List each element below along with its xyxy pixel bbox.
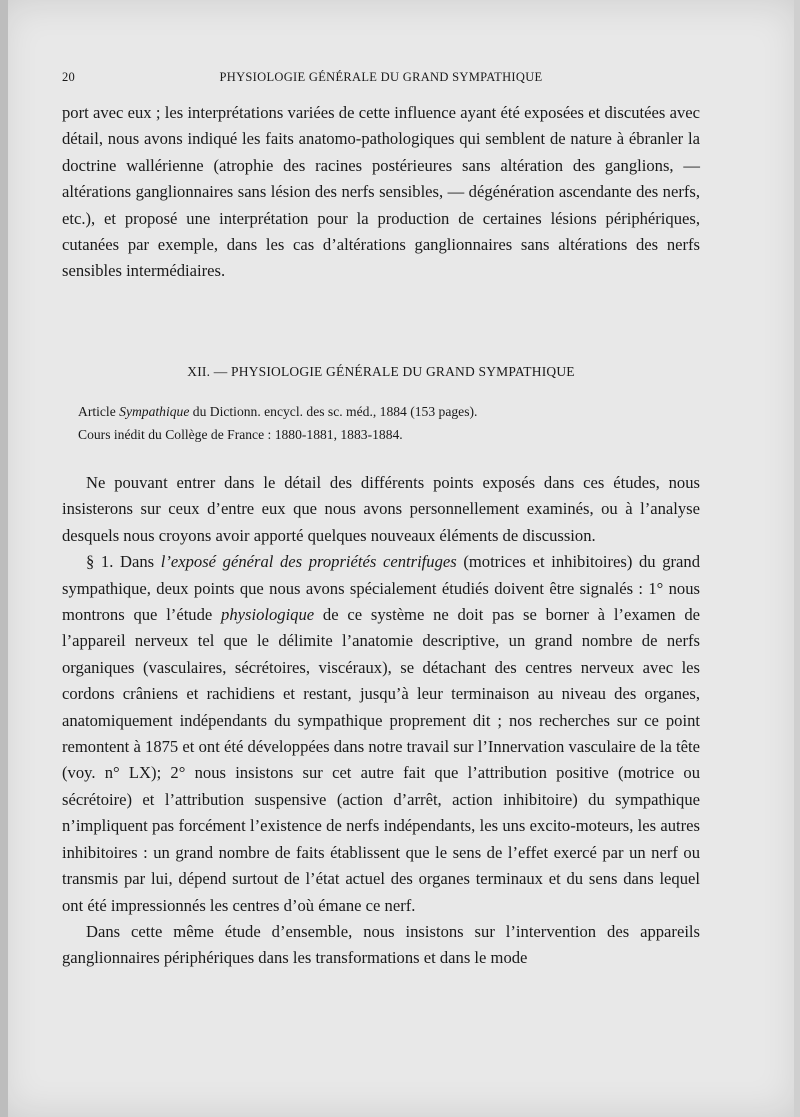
paragraph-continuation: port avec eux ; les interprétations variées de cette influence ayant été exposées et discutées avec détail, nous avons indiqué les faits anatomo-pathologiques qui semblent de nature à ébranler la doctrine wallérienne (atrophie des racines postérieures sans altération des ganglions, — altérations ganglionnaires sans lésion des nerfs sensibles, — dégénération ascendante des nerfs, etc.), et proposé une interprétation pour la production de certaines lésions périphériques, cutanées par exemple, dans les cas d’altérations ganglionnaires sans altérations des nerfs sensibles intermédiaires. [62, 103, 700, 281]
body-paragraph-3: Dans cette même étude d’ensemble, nous insistons sur l’intervention des appareils ganglionnaires périphériques dans les transformations et dans le mode [62, 921, 700, 968]
section-title: XII. — PHYSIOLOGIE GÉNÉRALE DU GRAND SYMPATHIQUE [187, 364, 575, 379]
reference-article [78, 400, 700, 423]
body-paragraph-1: Ne pouvant entrer dans le détail des différents points exposés dans ces études, nous insisterons sur ceux d’entre eux que nous avons personnellement examinés, ou à l’analyse desquels nous croyons avoir apporté quelques nouveaux éléments de discussion. [62, 473, 700, 545]
p2-italic-1: l’exposé général des propriétés centrifuges [160, 552, 457, 572]
ref-rest: du Dictionn. encycl. des sc. méd., 1884 (153 pages). [189, 404, 478, 419]
running-header [62, 70, 700, 90]
continued-paragraph [62, 100, 700, 285]
p2-part-c: de ce système ne doit pas se borner à l’examen de l’appareil nerveux tel que le délimite l’anatomie descriptive, un grand nombre de nerfs organiques (vasculaires, sécrétoires, viscéraux), se détachant des centres nerveux avec les cordons crâniens et rachidiens et restant, jusqu’à leur terminaison au niveau des organes, anatomiquement indépendants du sympathique proprement dit ; nos recherches sur ce point remontent à 1875 et ont été développées dans notre travail sur l’Innervation vasculaire de la tête (voy. n° LX); 2° nous insistons sur cet autre fait que l’attribution positive (motrice ou sécrétoire) et l’attribution suspensive (action d’arrêt, action inhibitoire) du sympathique n’impliquent pas forcément l’existence de nerfs indépendants, les uns excito-moteurs, les autres inhibitoires : un grand nombre de faits établissent que le sens de l’effet exercé par un nerf ou transmis par lui, dépend surtout de l’état actuel des organes terminaux et du sens dans lequel ont été impressionnés les centres d’où émane ce nerf. [62, 605, 700, 915]
p2-italic-2: physiologique [221, 605, 315, 625]
page-edge-right [794, 0, 800, 1117]
page-shadow-left [0, 0, 8, 1117]
page-number: 20 [62, 70, 76, 84]
reference-course: Cours inédit du Collège de France : 1880-1881, 1883-1884. [78, 427, 403, 442]
ref-prefix: Article [78, 404, 120, 419]
ref-italic: Sympathique [119, 404, 190, 419]
p2-part-b: (motrices et inhibitoires) du grand sympathique, deux points que nous avons spécialement étudiés doivent être signalés : 1° nous montrons que l’étude [62, 552, 700, 625]
running-title: PHYSIOLOGIE GÉNÉRALE DU GRAND SYMPATHIQUE [219, 70, 543, 84]
p2-part-a: § 1. Dans [86, 552, 161, 572]
section-references [62, 400, 700, 446]
body-paragraph-2 [62, 549, 700, 919]
section-body [62, 470, 700, 972]
